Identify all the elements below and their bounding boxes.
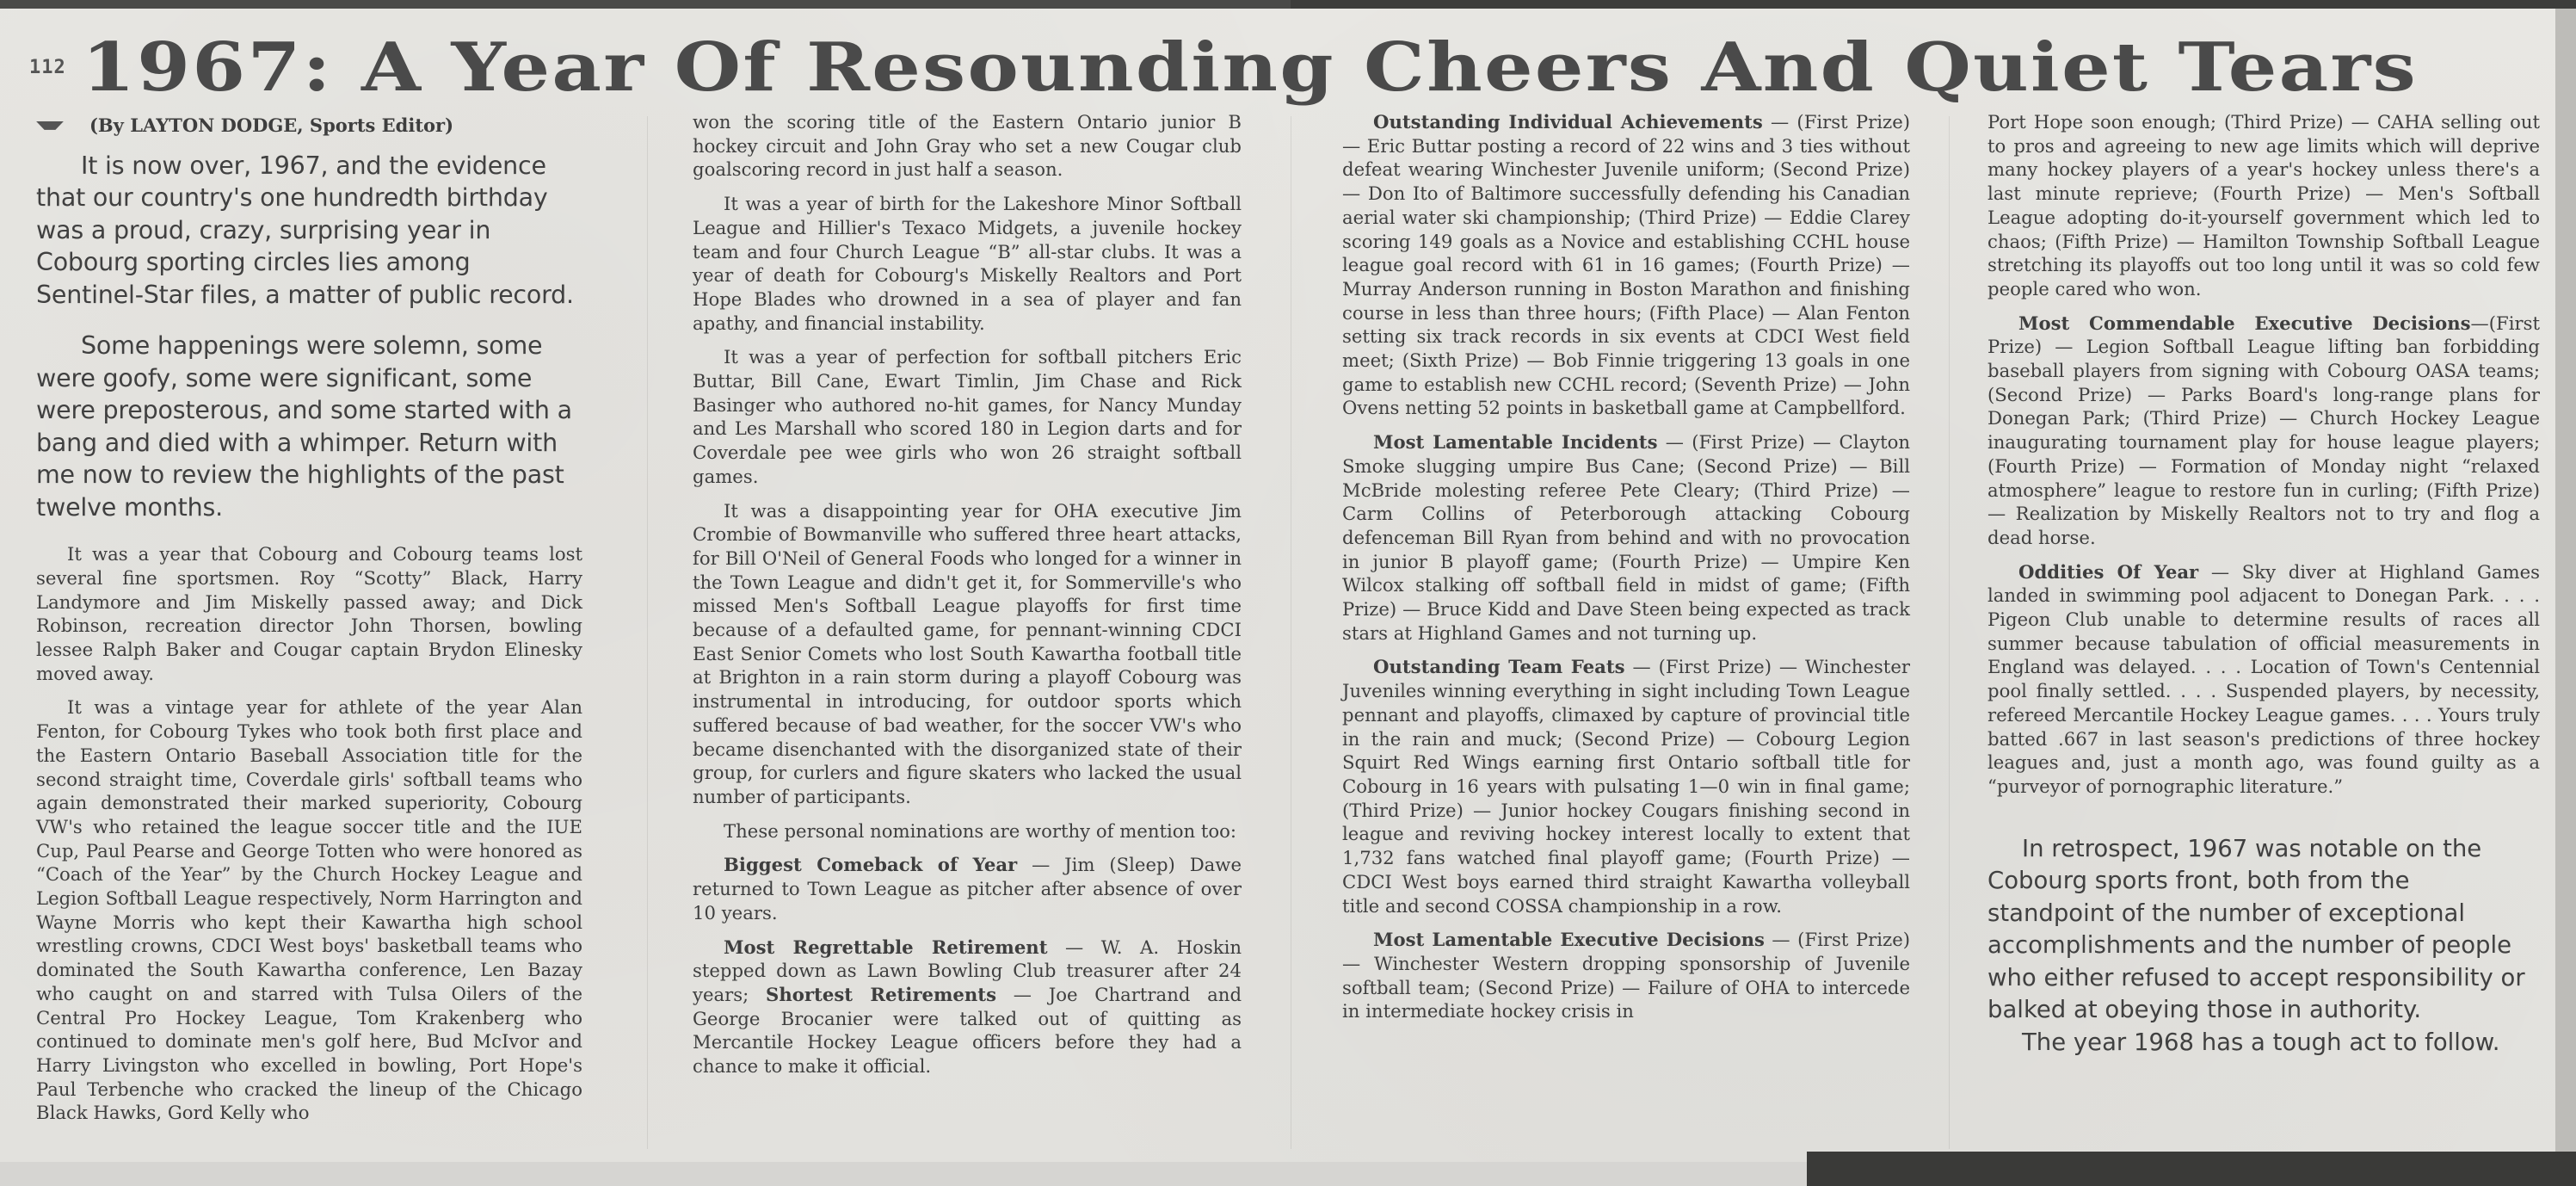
award-paragraph [693,936,1242,1078]
award-category: Oddities Of Year [2018,560,2199,583]
award-text: — (First Prize) — Eric Buttar posting a record of 22 wins and 3 ties without defeat wearing Winchester Juvenile uniform; (Second Prize) — Don Ito of Baltimore successfully defending his Canadian aerial water ski championship; (Third Prize) — Eddie Clarey scoring 149 goals as a Novice and establishing CCHL house league goal record with 61 in 16 games; (Fourth Prize) — Murray Anderson running in Boston Marathon and finishing course in less than three hours; (Fifth Place) — Alan Fenton setting six track records in six events at CDCI West field meet; (Sixth Prize) — Bob Finnie triggering 13 goals in one game to establish new CCHL record; (Seventh Prize) — John Ovens netting 52 points in basketball game at Campbellford. [1342,111,1910,419]
award-category: Outstanding Team Feats [1373,656,1625,678]
award-paragraph [1342,110,1910,420]
column-1 [36,110,582,1135]
award-category: Most Lamentable Executive Decisions [1373,929,1765,951]
body-paragraph: These personal nominations are worthy of mention too: [724,819,1237,842]
body-paragraph: It was a disappointing year for OHA executive Jim Crombie of Bowmanville who suffered three heart attacks, for Bill O'Neil of General Foods who longed for a winner in the Town League and didn't get it, for Sommerville's who missed Men's Softball League playoffs for first time because of a defaulted game, for pennant-winning CDCI East Senior Comets who lost South Kawartha football title at Brighton in a rain storm during a playoff Cobourg was instrumental in introducing, for outdoor sports which suffered because of bad weather, for the soccer VW's who became disenchanted with the disorganized state of their group, for curlers and figure skaters who lacked the usual number of participants. [693,499,1242,807]
body-paragraph: It was a year of perfection for softball pitchers Eric Buttar, Bill Cane, Ewart Timlin, Jim Chase and Rick Basinger who authored no-hit games, for Nancy Munday and Les Marshall who scored 180 in Legion darts and for Coverdale pee wee girls who won 26 straight softball games. [693,346,1242,487]
award-text: — Joe Chartrand and George Brocanier were talked out of quitting as Mercantile Hockey League officers before they had a chance to make it official. [693,983,1242,1078]
award-paragraph [1987,312,2540,550]
byline-text: (By LAYTON DODGE, Sports Editor) [89,114,454,136]
scan-border-right [2555,9,2576,1162]
scan-border-bottom-dark [1807,1152,2576,1186]
award-text: —(First Prize) — Legion Softball League lifting ban forbidding baseball players from signing with Cobourg OASA teams; (Second Prize) — Parks Board's long-range plans for Donegan Park; (Third Prize) — Church Hockey League inaugurating tournament play for house league players; (Fourth Prize) — Formation of Monday night “relaxed atmosphere” league to restore fun in curling; (Fifth Prize) — Realization by Miskelly Realtors not to try and flog a dead horse. [1987,312,2540,548]
column-rule [647,116,648,1149]
award-category: Most Commendable Executive Decisions [2018,312,2471,334]
conclusion-paragraph: The year 1968 has a tough act to follow. [2022,1028,2500,1056]
intro [36,150,582,524]
award-category: Most Lamentable Incidents [1373,431,1658,454]
award-category: Shortest Retirements [766,983,997,1005]
body-paragraph: It was a vintage year for athlete of the year Alan Fenton, for Cobourg Tykes who took both first place and the Eastern Ontario Baseball Association title for the second straight time, Coverdale girls' softball teams who again demonstrated their marked superiority, Cobourg VW's who retained the league soccer title and the IUE Cup, Paul Pearse and George Totten who were honored as “Coach of the Year” by the Church Hockey League and Legion Softball League respectively, Norm Harrington and Wayne Morris who kept their Kawartha high school wrestling crowns, CDCI West boys' basketball teams who dominated the South Kawartha conference, Len Bazay who caught on and starred with Tulsa Oilers of the Central Pro Hockey League, Tom Krakenberg who continued to dominate men's golf here, Bud McIvor and Harry Livingston who excelled in bowling, Port Hope's Paul Terbenche who cracked the lineup of the Chicago Black Hawks, Gord Kelly who [36,696,582,1124]
award-paragraph [1342,928,1910,1023]
intro-paragraph: Some happenings were solemn, some were goofy, some were significant, some were preposterous, and some started with a bang and died with a whimper. Return with me now to review the highlights of the past twelve months. [36,331,572,522]
column-4 [1987,110,2540,1059]
award-paragraph-continued: Port Hope soon enough; (Third Prize) — CAHA selling out to pros and agreeing to new age limits which will deprive many hockey players of a year's hockey unless there's a last minute reprieve; (Fourth Prize) — Men's Softball League adopting do-it-yourself government which led to chaos; (Fifth Prize) — Hamilton Township Softball League stretching its playoffs out too long until it was so cold few people cared who won. [1987,111,2540,300]
award-category: Biggest Comeback of Year [724,854,1018,876]
award-text: — Jim (Sleep) Dawe returned to Town League as pitcher after absence of over 10 years. [693,854,1242,923]
award-text: — (First Prize) — Winchester Western dropping sponsorship of Juvenile softball team; (Second Prize) — Failure of OHA to intercede in intermediate hockey crisis in [1342,929,1910,1022]
intro-paragraph: It is now over, 1967, and the evidence that our country's one hundredth birthday was a proud, crazy, surprising year in Cobourg sporting circles lies among Sentinel-Star files, a matter of public record. [36,151,574,309]
award-text: — (First Prize) — Clayton Smoke slugging umpire Bus Cane; (Second Prize) — Bill McBride molesting referee Pete Cleary; (Third Prize) — Carm Collins of Peterborough attacking Cobourg defenceman Bill Ryan from behind and with no provocation in junior B playoff game; (Fourth Prize) — Umpire Ken Wilcox stalking off softball field in midst of game; (Fifth Prize) — Bruce Kidd and Dave Steen being expected as track stars at Highland Games and not turning up. [1342,431,1910,644]
award-category: Most Regrettable Retirement [724,936,1048,958]
award-paragraph [693,853,1242,924]
column-2 [693,110,1242,1089]
page-marker: 112 [29,56,66,78]
award-category: Outstanding Individual Achievements [1373,111,1763,133]
award-text: — (First Prize) — Winchester Juveniles winning everything in sight including Town League pennant and playoffs, climaxed by capture of provincial title in the rain and muck; (Second Prize) — Cobourg Legion Squirt Red Wings earning first Ontario softball title for Cobourg in 16 years with pulsating 1—0 win in final game; (Third Prize) — Junior hockey Cougars finishing second in league and reviving hockey interest locally to extent that 1,732 fans watched final playoff game; (Fourth Prize) — CDCI West boys earned third straight Kawartha volleyball title and second COSSA championship in a row. [1342,656,1910,917]
award-paragraph [1342,430,1910,645]
award-paragraph [1342,655,1910,917]
body-paragraph-continued: won the scoring title of the Eastern Ontario junior B hockey circuit and John Gray who set a new Cougar club goalscoring record in just half a season. [693,111,1242,181]
article-title: 1967: A Year Of Resounding Cheers And Quiet Tears [81,28,2418,107]
award-text: — W. A. Hoskin stepped down as Lawn Bowling Club treasurer after 24 years; [693,936,1242,1005]
body-paragraph: It was a year that Cobourg and Cobourg teams lost several fine sportsmen. Roy “Scotty” Black, Harry Landymore and Jim Miskelly passed away; and Dick Robinson, recreation director John Thorsen, bowling lessee Ralph Baker and Cougar captain Brydon Elinesky moved away. [36,543,582,684]
award-paragraph [1987,560,2540,799]
body-paragraph: It was a year of birth for the Lakeshore Minor Softball League and Hillier's Texaco Midgets, a juvenile hockey team and four Church League “B” all-star clubs. It was a year of death for Cobourg's Miskelly Realtors and Port Hope Blades who drowned in a sea of player and fan apathy, and financial instability. [693,193,1242,334]
column-3 [1342,110,1910,1034]
headline [29,24,2524,110]
column-rule [1949,116,1950,1149]
award-text: — Sky diver at Highland Games landed in swimming pool adjacent to Donegan Park. . . . Pigeon Club unable to determine results of races all summer because tabulation of official measurements in England was delayed. . . . Location of Town's Centennial pool finally settled. . . . Suspended players, by necessity, refereed Mercantile Hockey League games. . . . Yours truly batted .667 in last season's predictions of three hockey leagues and, just a month ago, was found guilty as a “purveyor of pornographic literature.” [1987,560,2541,797]
conclusion-paragraph: In retrospect, 1967 was notable on the Cobourg sports front, both from the standpoint of the number of exceptional accomplishments and the number of people who either refused to accept responsibility or balked at obeying those in authority. [1987,834,2525,1024]
byline-ornament-icon [36,121,64,130]
byline [36,114,582,138]
conclusion [1987,833,2540,1059]
